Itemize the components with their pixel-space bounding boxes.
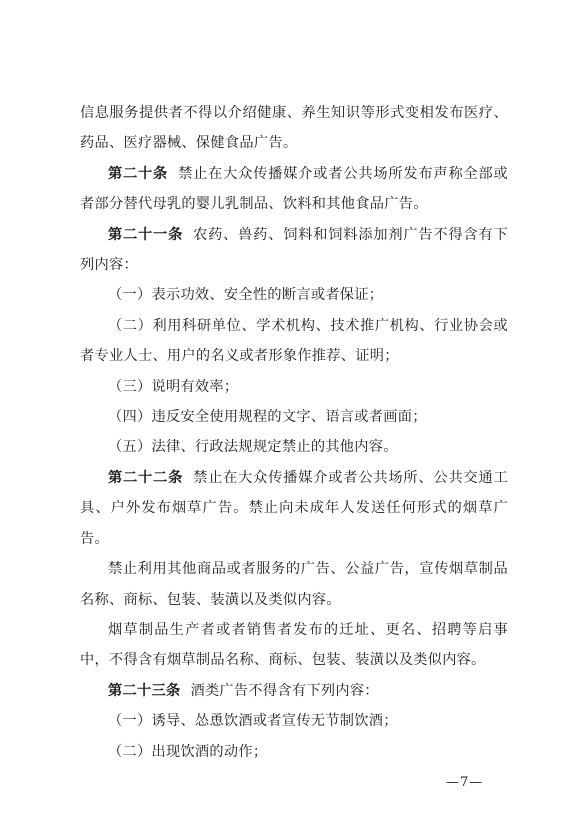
list-item-21-1	[80, 280, 508, 310]
document-body	[80, 98, 508, 767]
paragraph-text: 禁止在大众传播媒介或者公共场所发布声称全部或者部分替代母乳的婴儿乳制品、饮料和其他食品广告。	[80, 165, 509, 213]
paragraph-text: （一）诱导、怂恿饮酒或者宣传无节制饮酒；	[108, 713, 398, 730]
article-heading: 第二十条	[108, 165, 169, 182]
list-item-21-4	[80, 402, 508, 432]
paragraph-text: 酒类广告不得含有下列内容：	[190, 682, 379, 699]
article-heading: 第二十一条	[108, 226, 184, 243]
article-23	[80, 676, 508, 706]
paragraph-1	[80, 98, 508, 159]
paragraph-text: （四）违反安全使用规程的文字、语言或者画面；	[108, 409, 427, 426]
page-number: —7—	[446, 775, 484, 790]
paragraph-text: 信息服务提供者不得以介绍健康、养生知识等形式变相发布医疗、药品、医疗器械、保健食品广告。	[80, 105, 508, 152]
list-item-21-5	[80, 432, 508, 462]
paragraph-text: （五）法律、行政法规规定禁止的其他内容。	[108, 439, 398, 456]
list-item-21-3	[80, 372, 508, 402]
article-heading: 第二十二条	[108, 469, 184, 486]
list-item-21-2	[80, 311, 508, 372]
article-22-para-3	[80, 615, 508, 676]
list-item-23-1	[80, 706, 508, 736]
paragraph-text: 农药、兽药、饲料和饲料添加剂广告不得含有下列内容：	[80, 226, 508, 274]
paragraph-text: 禁止利用其他商品或者服务的广告、公益广告，宣传烟草制品名称、商标、包装、装潢以及类似内容。	[80, 561, 508, 608]
article-22-para-2	[80, 554, 508, 615]
paragraph-text: （二）利用科研单位、学术机构、技术推广机构、行业协会或者专业人士、用户的名义或者形象作推荐、证明；	[80, 317, 508, 365]
paragraph-text: 烟草制品生产者或者销售者发布的迁址、更名、招聘等启事中，不得含有烟草制品名称、商标、包装、装潢以及类似内容。	[80, 621, 508, 669]
paragraph-text: （二）出现饮酒的动作；	[108, 743, 268, 760]
paragraph-text: 禁止在大众传播媒介或者公共场所、公共交通工具、户外发布烟草广告。禁止向未成年人发送任何形式的烟草广告。	[80, 469, 508, 547]
paragraph-text: （一）表示功效、安全性的断言或者保证；	[108, 287, 384, 304]
article-21	[80, 220, 508, 281]
list-item-23-2	[80, 737, 508, 767]
paragraph-text: （三）说明有效率；	[108, 378, 239, 395]
article-20	[80, 159, 508, 220]
article-22	[80, 463, 508, 554]
article-heading: 第二十三条	[108, 682, 181, 699]
